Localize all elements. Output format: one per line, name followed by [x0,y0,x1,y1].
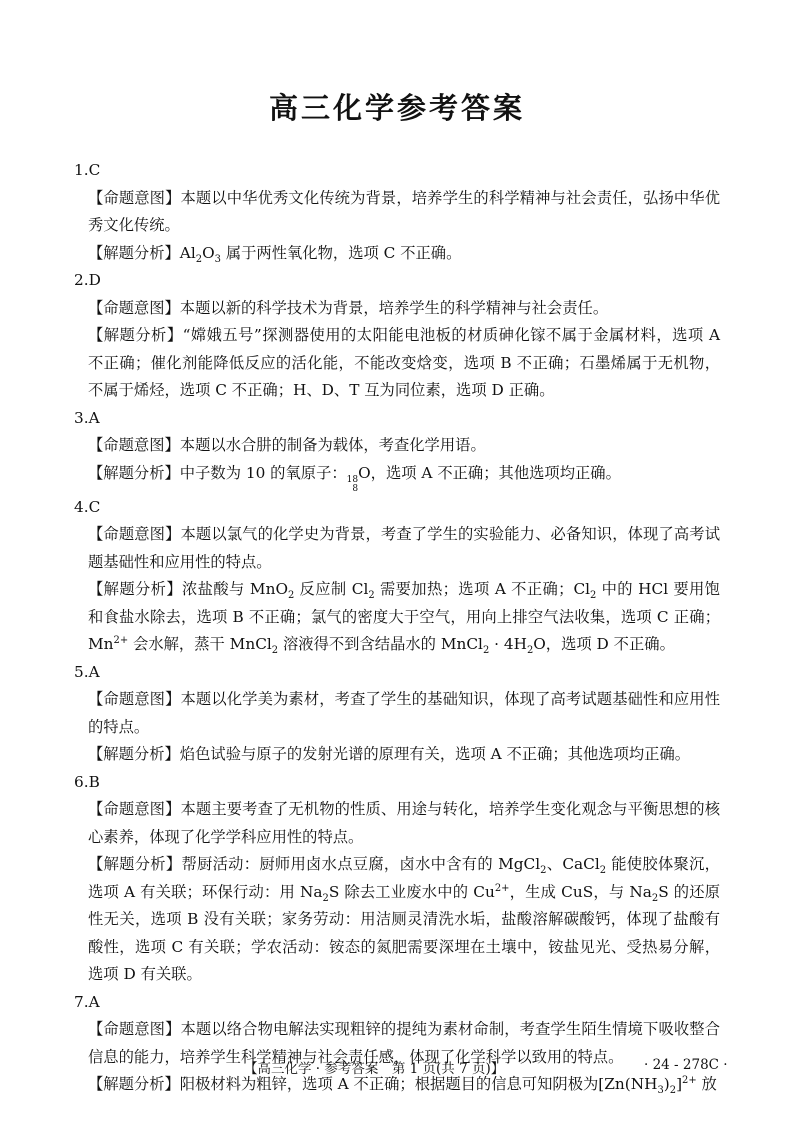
question-1-answer: 1.C [74,161,101,179]
question-2-answer: 2.D [74,271,101,289]
question-6-answer: 6.B [74,772,100,791]
intent-label: 【命题意图】 [88,436,180,454]
question-3-analysis: 【解题分析】中子数为 10 的氧原子： 18 8 O，选项 A 不正确；其他选项均正确。 [88,463,621,494]
question-7-analysis: 【解题分析】阳极材料为粗锌，选项 A 不正确；根据题目的信息可知阴极为$[Zn(NH_3)_2]^{2+}$ 放 [88,1074,717,1097]
intent-label: 【命题意图】 [88,690,181,708]
analysis-label: 【解题分析】 [88,243,180,262]
question-4-answer: 4.C [74,497,101,516]
question-6-analysis: 【解题分析】帮厨活动：厨师用卤水点豆腐，卤水中含有的 MgCl$_2$、CaCl$_2$ 能使胶体聚沉，选项 A 有关联；环保行动：用 $Na_2S$ 除去工业废水中的 $Cu^{2+}$，生成 CuS，与 $Na_2S$ 的还原性无关，选项 B 没有关联；家务劳动：用洁厕灵清洗水垢，盐酸溶解碳酸钙，体现了盐酸有酸性，选项 C 有关联；学农活动：铵态的氮肥需要深埋在土壤中，铵盐见光、受热易分解，选项 D 有关联。 [88,855,721,983]
answer-content [74,157,720,1099]
analysis-label: 【解题分析】 [88,463,180,482]
question-1-analysis: 【解题分析】$Al_2O_3$ 属于两性氧化物，选项 C 不正确。 [88,243,462,265]
analysis-label: 【解题分析】 [88,580,183,598]
question-7-intent: 【命题意图】本题以络合物电解法实现粗锌的提纯为素材命制，考查学生陌生情境下吸收整合信息的能力，培养学生科学精神与社会责任感，体现了化学科学以致用的特点。 [88,1020,720,1066]
analysis-label: 【解题分析】 [88,855,182,873]
question-3-intent: 【命题意图】本题以水合肼的制备为载体，考查化学用语。 [88,436,486,454]
question-6-intent: 【命题意图】本题主要考查了无机物的性质、用途与转化，培养学生变化观念与平衡思想的核心素养，体现了化学学科应用性的特点。 [88,800,720,846]
intent-label: 【命题意图】 [88,188,181,207]
intent-label: 【命题意图】 [88,1020,181,1038]
question-1-intent: 【命题意图】本题以中华优秀文化传统为背景，培养学生的科学精神与社会责任，弘扬中华优秀文化传统。 [88,188,720,234]
question-2-intent: 【命题意图】本题以新的科学技术为背景，培养学生的科学精神与社会责任。 [88,298,609,317]
question-5-intent: 【命题意图】本题以化学美为素材，考查了学生的基础知识，体现了高考试题基础性和应用性的特点。 [88,690,720,736]
intent-label: 【命题意图】 [88,525,181,543]
question-4-analysis: 【解题分析】浓盐酸与 MnO$_2$ 反应制 $Cl_2$ 需要加热；选项 A 不正确；$Cl_2$ 中的 HCl 要用饱和食盐水除去，选项 B 不正确；氯气的密度大于空气，用向上排空气法收集，选项 C 正确；$Mn^{2+}$ 会水解，蒸干 MnCl$_2$ 溶液得不到含结晶水的 MnCl$_2$ · $4H_2O$，选项 D 不正确。 [88,580,720,657]
analysis-label: 【解题分析】 [88,745,180,763]
intent-label: 【命题意图】 [88,298,180,317]
analysis-label: 【解题分析】 [88,1075,180,1093]
question-4-intent: 【命题意图】本题以氯气的化学史为背景，考查了学生的实验能力、必备知识，体现了高考试题基础性和应用性的特点。 [88,525,720,571]
question-7-answer: 7.A [74,992,100,1011]
analysis-label: 【解题分析】 [88,326,183,344]
footer-exam-code: · 24 - 278C · [644,1057,728,1073]
page-title: 高三化学参考答案 [268,91,525,125]
question-5-answer: 5.A [74,662,100,681]
footer-page-info: 【高三化学 · 参考答案 第 1 页(共 7 页)】 [244,1061,505,1077]
intent-label: 【命题意图】 [88,800,181,818]
question-3-answer: 3.A [74,408,100,427]
question-2-analysis: 【解题分析】“嫦娥五号”探测器使用的太阳能电池板的材质砷化镓不属于金属材料，选项 A 不正确；催化剂能降低反应的活化能，不能改变焓变，选项 B 不正确；石墨烯属于无机物，不属于烯烃，选项 C 不正确；H、D、T 互为同位素，选项 D 正确。 [88,326,720,399]
question-5-analysis: 【解题分析】焰色试验与原子的发射光谱的原理有关，选项 A 不正确；其他选项均正确。 [88,745,691,763]
